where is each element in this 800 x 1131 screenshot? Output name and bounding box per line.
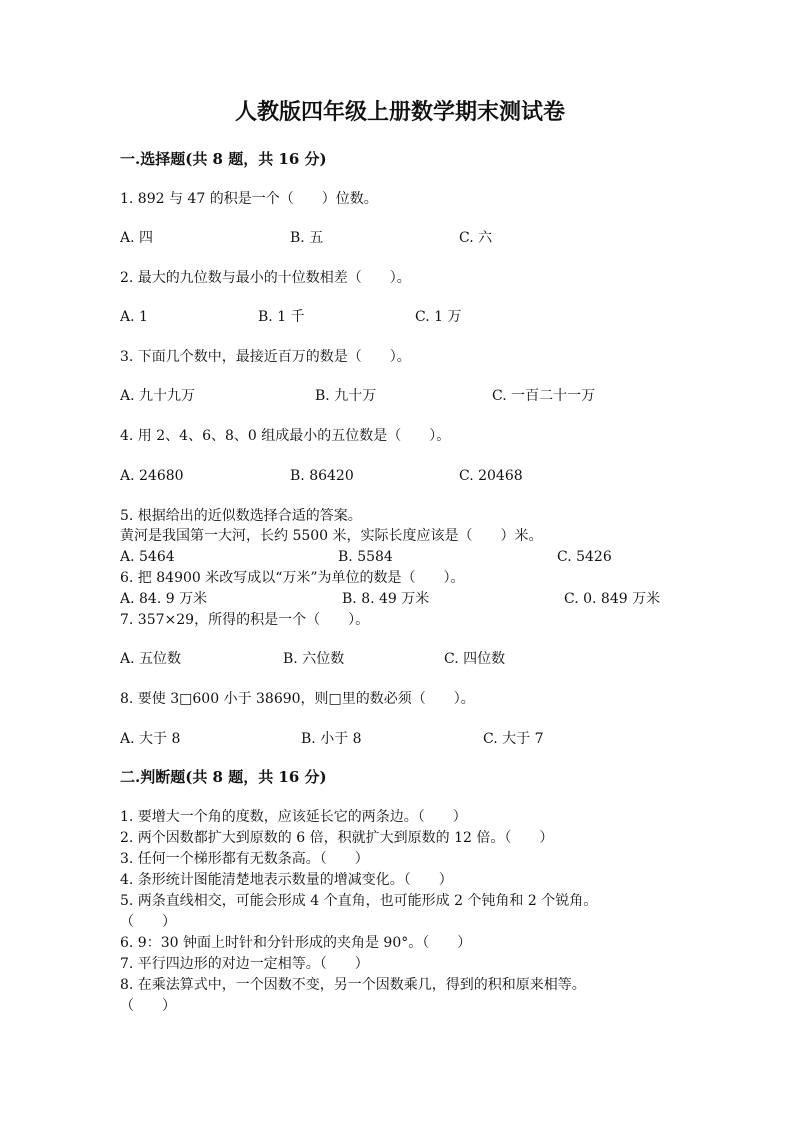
option-b: B. 86420 <box>290 468 354 484</box>
question-text: 3. 下面几个数中，最接近百万的数是（ ）。 <box>120 349 411 365</box>
question-text: 1. 892 与 47 的积是一个（ ）位数。 <box>120 191 378 207</box>
option-c: C. 5426 <box>557 549 612 565</box>
option-a: A. 五位数 <box>120 651 182 667</box>
judgement-line: （ ） <box>120 914 176 930</box>
option-a: A. 84. 9 万米 <box>120 591 208 607</box>
option-c: C. 1 万 <box>415 309 462 325</box>
question-text: 7. 357×29，所得的积是一个（ ）。 <box>120 612 370 628</box>
section-heading-choice: 一.选择题(共 8 题，共 16 分) <box>120 150 327 168</box>
option-a: A. 大于 8 <box>120 731 181 747</box>
option-c: C. 六 <box>459 230 493 246</box>
judgement-line: 5. 两条直线相交，可能会形成 4 个直角，也可能形成 2 个钝角和 2 个锐角。 <box>120 893 598 909</box>
section-heading-judgement: 二.判断题(共 8 题，共 16 分) <box>120 768 327 786</box>
question-text: 8. 要使 3□600 小于 38690，则□里的数必须（ ）。 <box>120 691 475 707</box>
option-b: B. 1 千 <box>258 309 305 325</box>
judgement-line: 2. 两个因数都扩大到原数的 6 倍，积就扩大到原数的 12 倍。（ ） <box>120 830 554 846</box>
judgement-line: 1. 要增大一个角的度数，应该延长它的两条边。（ ） <box>120 809 467 825</box>
option-c: C. 0. 849 万米 <box>564 591 661 607</box>
option-c: C. 20468 <box>459 468 523 484</box>
option-b: B. 五 <box>290 230 324 246</box>
option-c: C. 一百二十一万 <box>492 388 596 404</box>
option-a: A. 24680 <box>120 468 184 484</box>
option-a: A. 九十九万 <box>120 388 196 404</box>
option-a: A. 1 <box>120 309 148 325</box>
option-b: B. 5584 <box>338 549 393 565</box>
judgement-line: 4. 条形统计图能清楚地表示数量的增减变化。（ ） <box>120 872 453 888</box>
question-text: 2. 最大的九位数与最小的十位数相差（ ）。 <box>120 270 411 286</box>
judgement-line: 6. 9：30 钟面上时针和分针形成的夹角是 90°。（ ） <box>120 935 472 951</box>
option-a: A. 5464 <box>120 549 175 565</box>
option-b: B. 六位数 <box>283 651 345 667</box>
judgement-line: 8. 在乘法算式中，一个因数不变，另一个因数乘几，得到的积和原来相等。 <box>120 977 586 993</box>
question-text: 6. 把 84900 米改写成以“万米”为单位的数是（ ）。 <box>120 570 465 586</box>
option-b: B. 8. 49 万米 <box>342 591 430 607</box>
judgement-line: （ ） <box>120 998 176 1014</box>
option-b: B. 小于 8 <box>301 731 362 747</box>
option-c: C. 大于 7 <box>483 731 544 747</box>
question-text: 4. 用 2、4、6、8、0 组成最小的五位数是（ ）。 <box>120 428 451 444</box>
judgement-line: 7. 平行四边形的对边一定相等。（ ） <box>120 956 369 972</box>
question-subtext: 黄河是我国第一大河，长约 5500 米，实际长度应该是（ ）米。 <box>120 528 543 544</box>
page-title: 人教版四年级上册数学期末测试卷 <box>234 99 565 125</box>
question-text: 5. 根据给出的近似数选择合适的答案。 <box>120 508 362 524</box>
option-b: B. 九十万 <box>315 388 377 404</box>
judgement-line: 3. 任何一个梯形都有无数条高。（ ） <box>120 851 369 867</box>
option-a: A. 四 <box>120 230 154 246</box>
option-c: C. 四位数 <box>444 651 506 667</box>
